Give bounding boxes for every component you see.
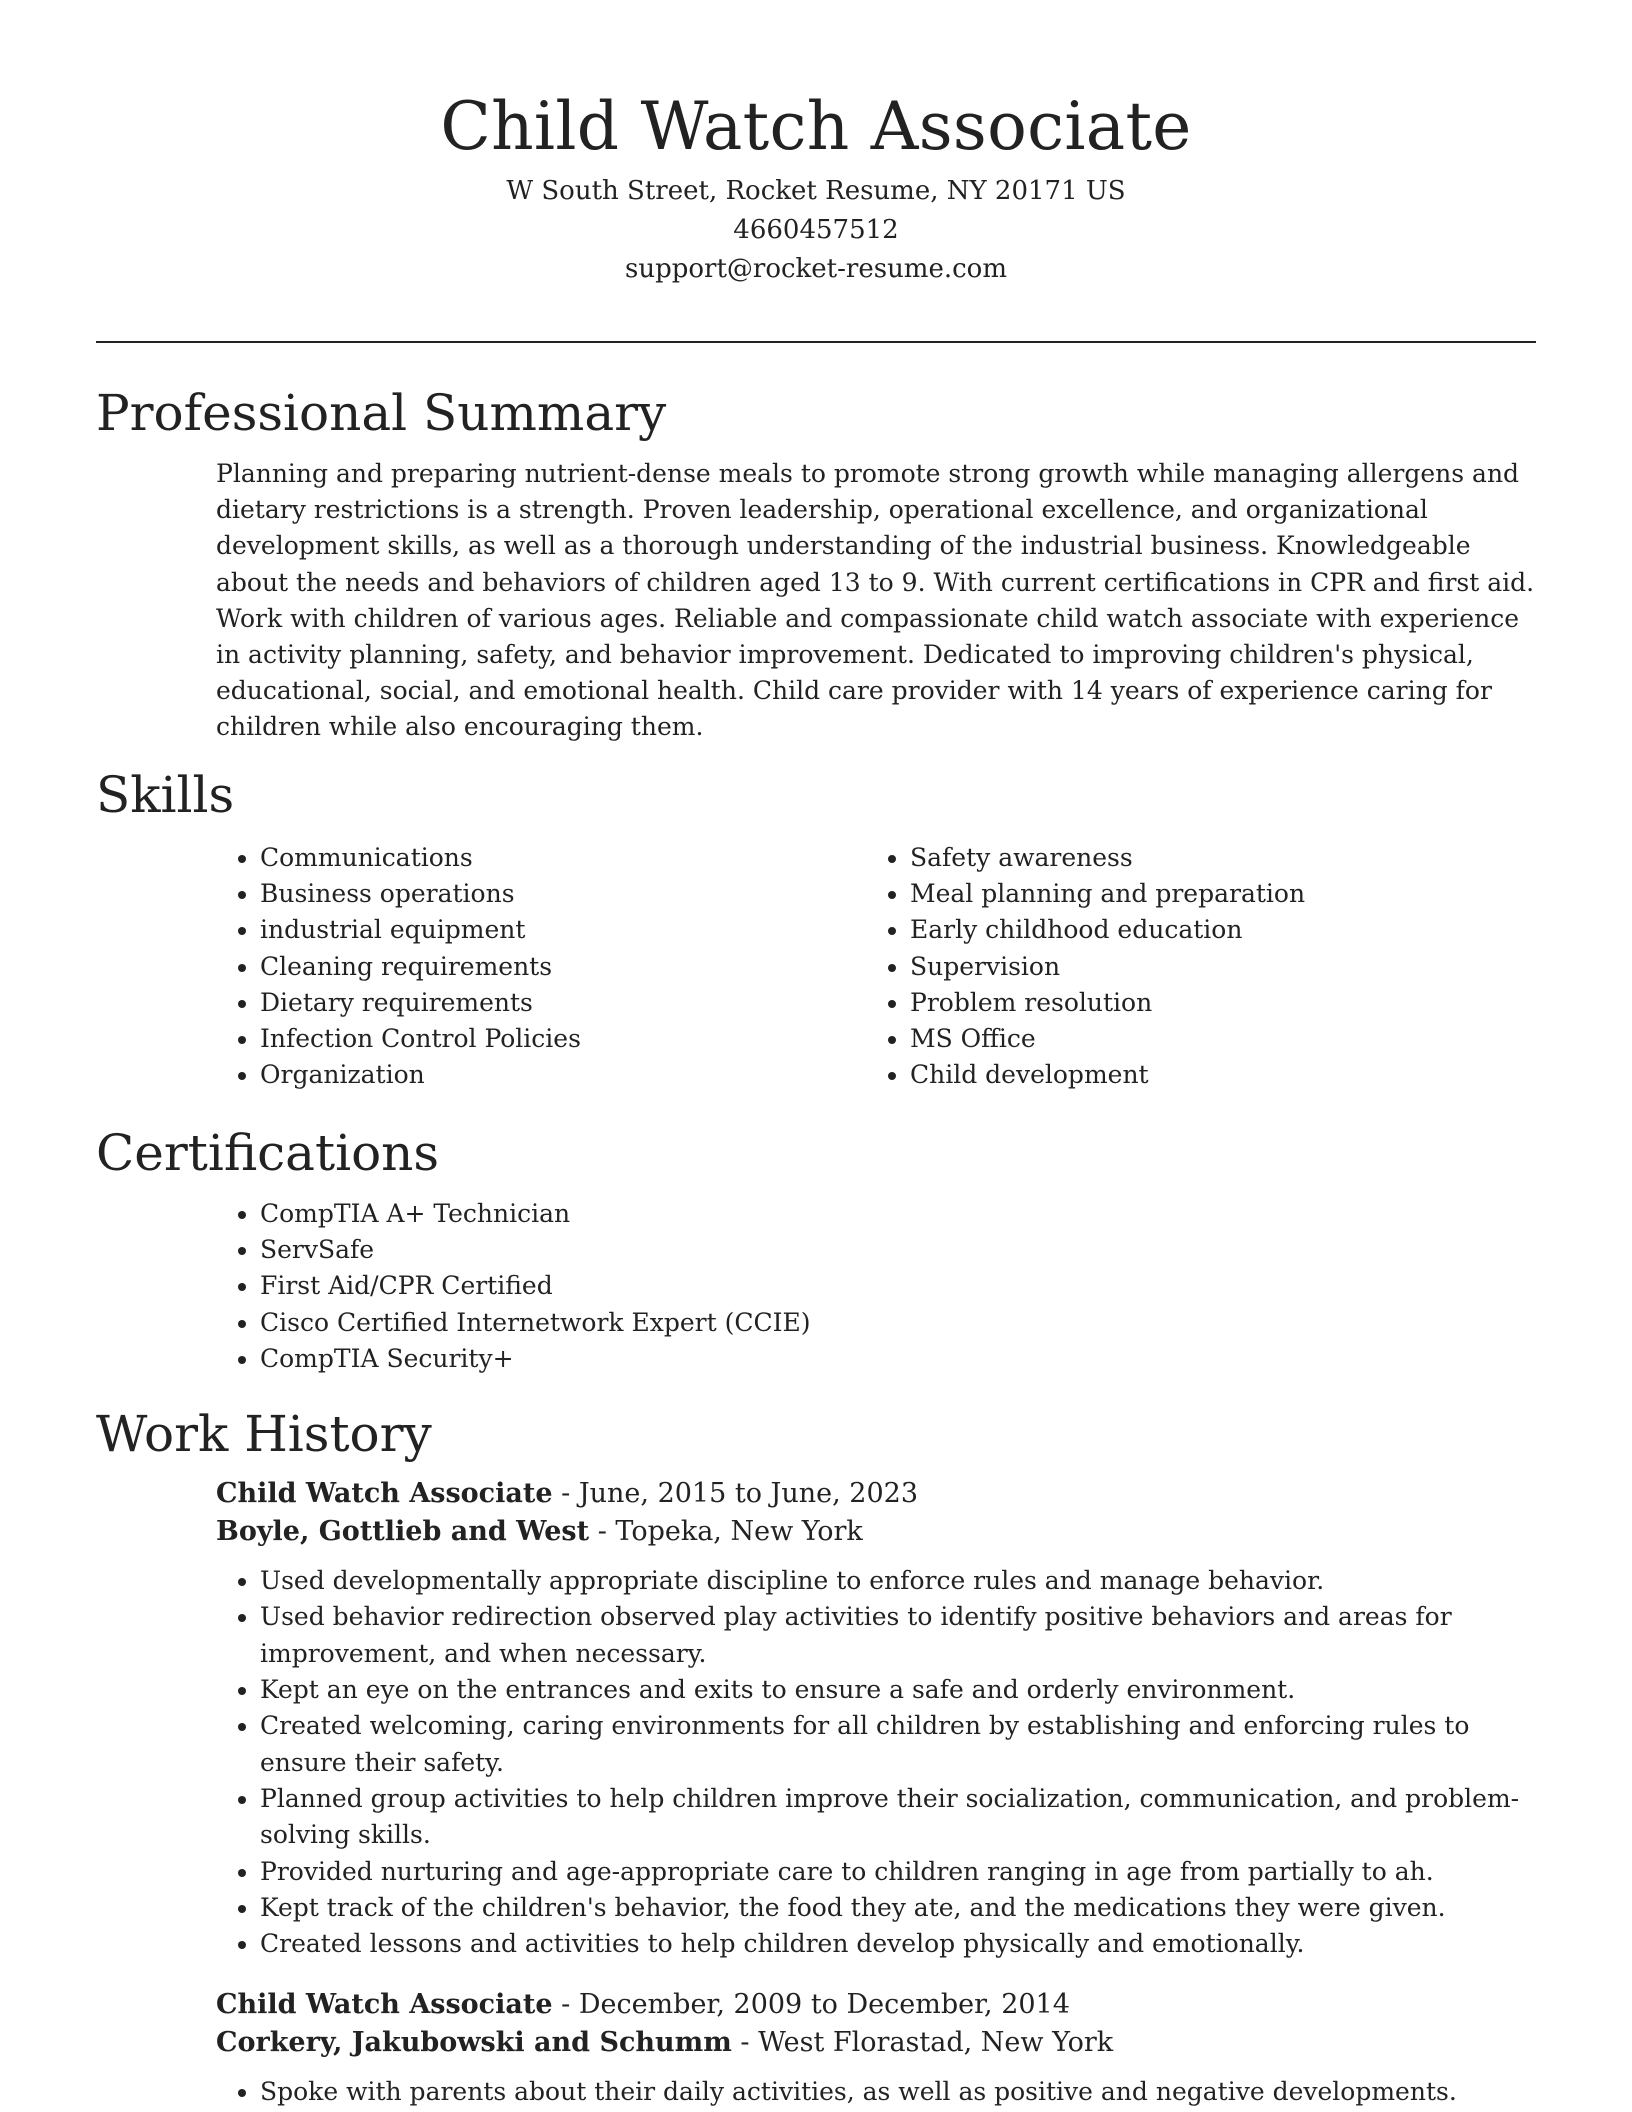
job-entry bbox=[216, 1469, 1536, 1962]
skill-item: • MS Office bbox=[910, 1021, 1516, 1057]
skill-item: • Dietary requirements bbox=[260, 985, 866, 1021]
job-location: West Florastad, New York bbox=[758, 2027, 1114, 2059]
skill-item: • Communications bbox=[260, 840, 866, 876]
certifications-list bbox=[216, 1188, 1536, 1377]
job-company-line bbox=[216, 2024, 1536, 2062]
job-duty: • Created welcoming, caring environments for all children by establishing and enforcing rules to ensure their safety. bbox=[260, 1708, 1536, 1781]
certifications-heading: Certifications bbox=[96, 1123, 440, 1182]
skill-item: • Meal planning and preparation bbox=[910, 876, 1516, 912]
skill-item: • Child development bbox=[910, 1057, 1516, 1093]
job-company: Corkery, Jakubowski and Schumm bbox=[216, 2027, 732, 2059]
skills-heading: Skills bbox=[96, 765, 235, 824]
skills-section bbox=[96, 760, 1536, 1094]
job-duty: • Provided nurturing and age-appropriate care to children ranging in age from partially to ah. bbox=[260, 1854, 1536, 1890]
job-role-line bbox=[216, 1986, 1536, 2024]
separator: - bbox=[552, 1989, 579, 2021]
certification-item: • First Aid/CPR Certified bbox=[260, 1268, 1536, 1304]
skill-item: • industrial equipment bbox=[260, 912, 866, 948]
job-location: Topeka, New York bbox=[615, 1516, 863, 1548]
skill-item: • Business operations bbox=[260, 876, 866, 912]
contact-email: support@rocket-resume.com bbox=[624, 254, 1007, 284]
job-dates: June, 2015 to June, 2023 bbox=[578, 1478, 919, 1510]
contact-address: W South Street, Rocket Resume, NY 20171 US bbox=[506, 176, 1126, 206]
resume-body bbox=[96, 378, 1536, 2111]
certification-item: • Cisco Certified Internetwork Expert (CCIE) bbox=[260, 1305, 1536, 1341]
job-role-line bbox=[216, 1475, 1536, 1513]
skills-list-right bbox=[866, 840, 1516, 1094]
job-duties-list bbox=[216, 1551, 1536, 1962]
job-duty: • Used developmentally appropriate discipline to enforce rules and manage behavior. bbox=[260, 1563, 1536, 1599]
job-duty: • Spoke with parents about their daily activities, as well as positive and negative developments. bbox=[260, 2074, 1536, 2110]
resume-header bbox=[96, 84, 1536, 289]
job-company-line bbox=[216, 1513, 1536, 1551]
skills-list-left bbox=[216, 840, 866, 1094]
certification-item: • CompTIA A+ Technician bbox=[260, 1196, 1536, 1232]
header-divider bbox=[96, 341, 1536, 343]
job-role: Child Watch Associate bbox=[216, 1478, 553, 1510]
separator: - bbox=[552, 1478, 579, 1510]
skill-item: • Organization bbox=[260, 1057, 866, 1093]
skill-item: • Safety awareness bbox=[910, 840, 1516, 876]
candidate-name: Child Watch Associate bbox=[440, 88, 1192, 165]
certifications-section bbox=[96, 1118, 1536, 1377]
skill-item: • Infection Control Policies bbox=[260, 1021, 866, 1057]
job-duty: • Used behavior redirection observed play activities to identify positive behaviors and areas for improvement, and when necessary. bbox=[260, 1599, 1536, 1672]
work-history-section bbox=[96, 1399, 1536, 2111]
job-dates: December, 2009 to December, 2014 bbox=[578, 1989, 1070, 2021]
separator: - bbox=[731, 2027, 759, 2059]
summary-section bbox=[96, 378, 1536, 746]
job-entry bbox=[216, 1986, 1536, 2110]
certification-item: • CompTIA Security+ bbox=[260, 1341, 1536, 1377]
skill-item: • Supervision bbox=[910, 949, 1516, 985]
certification-item: • ServSafe bbox=[260, 1232, 1536, 1268]
skills-columns bbox=[216, 830, 1536, 1094]
job-duty: • Kept an eye on the entrances and exits to ensure a safe and orderly environment. bbox=[260, 1672, 1536, 1708]
job-duty: • Created lessons and activities to help children develop physically and emotionally. bbox=[260, 1926, 1536, 1962]
skill-item: • Early childhood education bbox=[910, 912, 1516, 948]
job-company: Boyle, Gottlieb and West bbox=[216, 1516, 590, 1548]
skill-item: • Problem resolution bbox=[910, 985, 1516, 1021]
contact-phone: 4660457512 bbox=[733, 215, 899, 245]
job-role: Child Watch Associate bbox=[216, 1989, 553, 2021]
job-duty: • Kept track of the children's behavior, the food they ate, and the medications they were given. bbox=[260, 1890, 1536, 1926]
summary-heading: Professional Summary bbox=[96, 384, 667, 442]
skill-item: • Cleaning requirements bbox=[260, 949, 866, 985]
summary-text: Planning and preparing nutrient-dense meals to promote strong growth while managing allergens and dietary restrictions is a strength. Proven leadership, operational excellence, and organizational development skills, as well as a thorough understanding of the industrial business. Knowledgeable about the needs and behaviors of children aged 13 to 9. With current certifications in CPR and first aid. Work with children of various ages. Reliable and compassionate child watch associate with experience in activity planning, safety, and behavior improvement. Dedicated to improving children's physical, educational, social, and emotional health. Child care provider with 14 years of experience caring for children while also encouraging them. bbox=[216, 459, 1535, 742]
separator: - bbox=[589, 1516, 616, 1548]
work-history-heading: Work History bbox=[96, 1405, 432, 1464]
job-duties-list bbox=[216, 2062, 1536, 2110]
job-duty: • Planned group activities to help children improve their socialization, communication, and problem-solving skills. bbox=[260, 1781, 1536, 1854]
